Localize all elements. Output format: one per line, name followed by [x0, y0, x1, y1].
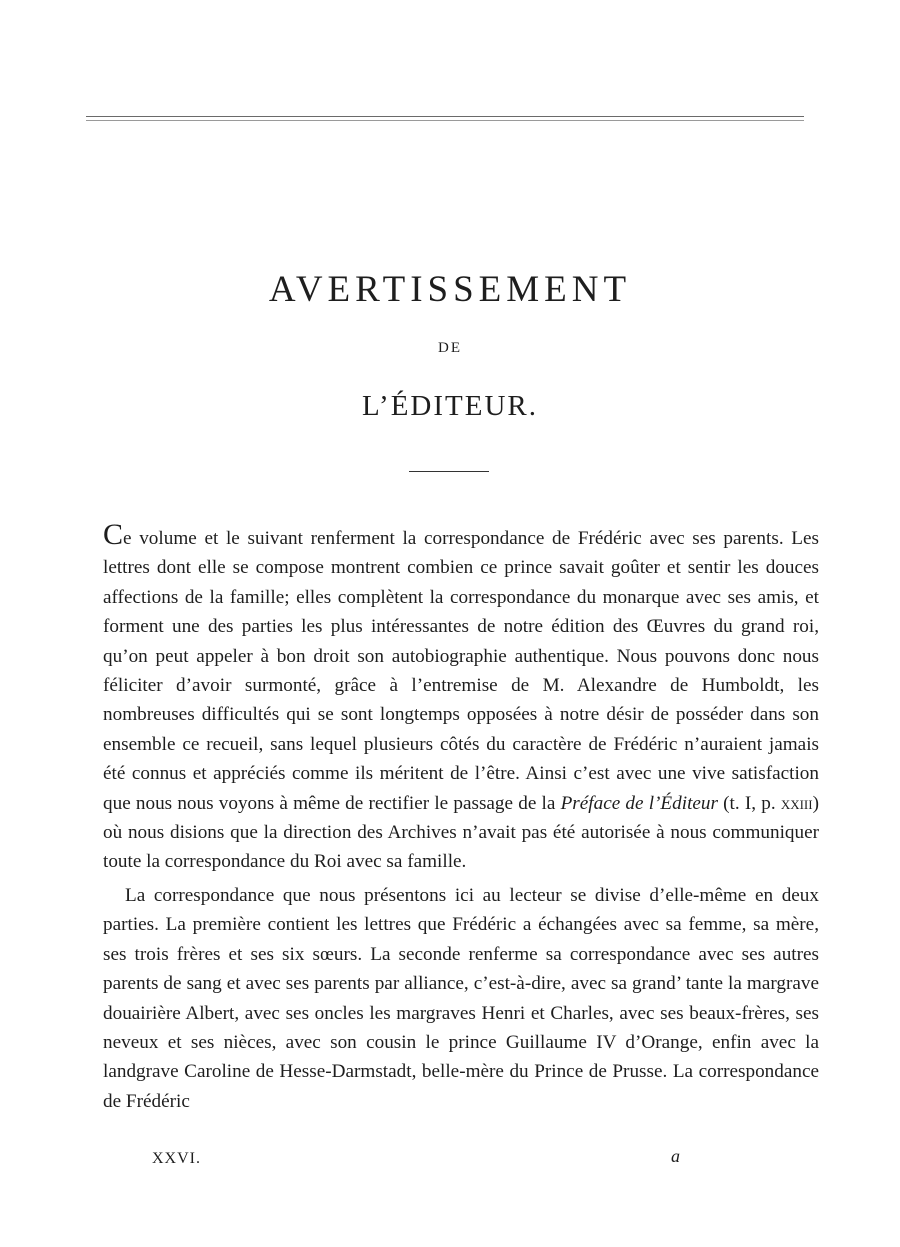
- paragraph-1: [103, 518, 819, 877]
- title-connector: DE: [438, 340, 462, 356]
- section-divider: [409, 471, 489, 472]
- page-subtitle: L’ÉDITEUR.: [362, 390, 538, 422]
- top-rule-double: [86, 120, 804, 121]
- paragraph-1-part-a: e volume et le suivant renferment la correspondance de Frédéric avec ses parents. Les lettres dont elle se compose montrent combien ce prince savait goûter et sentir les douces affections de la famille; elles complètent la correspondance du monarque avec ses amis, et forment une des parties les plus intéressantes de notre édition des Œuvres du grand roi, qu’on peut appeler à bon droit son autobiographie authentique. Nous pouvons donc nous féliciter d’avoir surmonté, grâce à l’entremise de M. Alexandre de Humboldt, les nombreuses difficultés qui se sont longtemps opposées à notre désir de posséder dans son ensemble ce recueil, sans lequel plusieurs côtés du caractère de Frédéric n’auraient jamais été connus et appréciés comme ils méritent de l’être. Ainsi c’est avec une vive satisfaction que nous nous voyons à même de rectifier le passage de la: [103, 528, 819, 814]
- page-title: AVERTISSEMENT: [268, 269, 632, 310]
- italic-reference: Préface de l’Éditeur: [560, 792, 718, 814]
- paragraph-1-part-c: ) où nous disions que la direction des Archives n’avait pas été autorisée à nous communiquer toute la correspondance du Roi avec sa famille.: [103, 792, 819, 873]
- paragraph-2: La correspondance que nous présentons ici au lecteur se divise d’elle-même en deux parties. La première contient les lettres que Frédéric a échangées avec sa femme, sa mère, ses trois frères et ses six sœurs. La seconde renferme sa correspondance avec ses autres parents de sang et avec ses parents par alliance, c’est-à-dire, avec sa grand’ tante la margrave douairière Albert, avec ses oncles les margraves Henri et Charles, avec ses beaux-frères, ses neveux et ses nièces, avec son cousin le prince Guillaume IV d’Orange, enfin avec la landgrave Caroline de Hesse-Darmstadt, belle-mère du Prince de Prusse. La correspondance de Frédéric: [103, 884, 819, 1112]
- roman-page-number: xxiii: [780, 792, 813, 814]
- drop-cap: C: [103, 518, 124, 551]
- top-rule: [86, 116, 804, 117]
- paragraph-1-part-b: (t. I, p.: [717, 792, 781, 814]
- volume-number: XXVI.: [152, 1150, 201, 1167]
- signature-mark: a: [671, 1146, 680, 1166]
- body-text: [103, 518, 819, 1116]
